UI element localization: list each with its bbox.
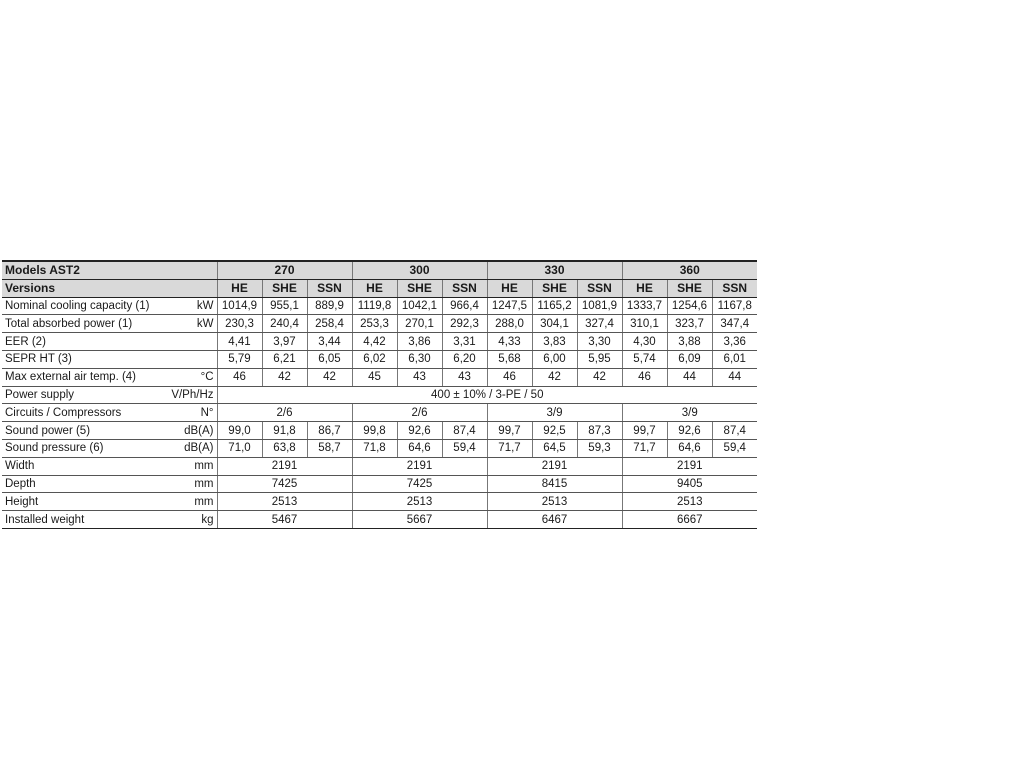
value-cell: 3,97 xyxy=(262,333,307,351)
value-cell: 1119,8 xyxy=(352,297,397,315)
group-value-cell: 2191 xyxy=(487,457,622,475)
row-label: Depth xyxy=(5,477,36,490)
row-label-cell xyxy=(2,493,217,511)
group-value-cell: 2191 xyxy=(352,457,487,475)
row-label-cell xyxy=(2,511,217,529)
group-value-cell: 2/6 xyxy=(352,404,487,422)
value-cell: 310,1 xyxy=(622,315,667,333)
model-header: 330 xyxy=(487,261,622,279)
specifications-table-body xyxy=(2,261,757,528)
value-cell: 347,4 xyxy=(712,315,757,333)
row-label-cell xyxy=(2,404,217,422)
value-cell: 59,4 xyxy=(712,439,757,457)
value-cell: 42 xyxy=(532,368,577,386)
group-value-cell: 2513 xyxy=(217,493,352,511)
value-cell: 889,9 xyxy=(307,297,352,315)
version-header: SHE xyxy=(532,279,577,297)
table-row xyxy=(2,404,757,422)
model-header: 360 xyxy=(622,261,757,279)
value-cell: 71,7 xyxy=(622,439,667,457)
value-cell: 3,36 xyxy=(712,333,757,351)
value-cell: 304,1 xyxy=(532,315,577,333)
value-cell: 92,5 xyxy=(532,422,577,440)
row-label: Height xyxy=(5,495,39,508)
version-header: SSN xyxy=(442,279,487,297)
value-cell: 45 xyxy=(352,368,397,386)
row-label: EER (2) xyxy=(5,335,46,348)
value-cell: 5,74 xyxy=(622,350,667,368)
group-value-cell: 2513 xyxy=(352,493,487,511)
model-header: 300 xyxy=(352,261,487,279)
table-row xyxy=(2,439,757,457)
group-value-cell: 2191 xyxy=(622,457,757,475)
value-cell: 1081,9 xyxy=(577,297,622,315)
value-cell: 1247,5 xyxy=(487,297,532,315)
value-cell: 46 xyxy=(487,368,532,386)
value-cell: 955,1 xyxy=(262,297,307,315)
value-cell: 288,0 xyxy=(487,315,532,333)
row-label: Total absorbed power (1) xyxy=(5,317,133,330)
value-cell: 230,3 xyxy=(217,315,262,333)
models-label: Models AST2 xyxy=(2,261,217,279)
value-cell: 43 xyxy=(442,368,487,386)
value-cell: 3,83 xyxy=(532,333,577,351)
value-cell: 99,7 xyxy=(622,422,667,440)
table-row xyxy=(2,386,757,404)
group-value-cell: 5467 xyxy=(217,511,352,529)
group-value-cell: 2513 xyxy=(487,493,622,511)
value-cell: 87,4 xyxy=(712,422,757,440)
row-unit: dB(A) xyxy=(184,442,214,455)
table-row xyxy=(2,333,757,351)
row-label-cell xyxy=(2,457,217,475)
value-cell: 5,68 xyxy=(487,350,532,368)
value-cell: 59,3 xyxy=(577,439,622,457)
table-row xyxy=(2,493,757,511)
model-header: 270 xyxy=(217,261,352,279)
value-cell: 3,44 xyxy=(307,333,352,351)
group-value-cell: 5667 xyxy=(352,511,487,529)
value-cell: 6,01 xyxy=(712,350,757,368)
version-header: HE xyxy=(487,279,532,297)
value-cell: 99,0 xyxy=(217,422,262,440)
value-cell: 4,42 xyxy=(352,333,397,351)
table-row xyxy=(2,297,757,315)
value-cell: 71,0 xyxy=(217,439,262,457)
row-label-cell xyxy=(2,333,217,351)
value-cell: 5,95 xyxy=(577,350,622,368)
value-cell: 6,21 xyxy=(262,350,307,368)
version-header: SSN xyxy=(712,279,757,297)
version-header: SSN xyxy=(307,279,352,297)
value-cell: 87,4 xyxy=(442,422,487,440)
specifications-table xyxy=(2,260,757,529)
group-value-cell: 2191 xyxy=(217,457,352,475)
row-unit: kW xyxy=(196,317,214,330)
group-value-cell: 2513 xyxy=(622,493,757,511)
value-cell: 64,5 xyxy=(532,439,577,457)
row-label-cell xyxy=(2,422,217,440)
value-cell: 240,4 xyxy=(262,315,307,333)
value-cell: 92,6 xyxy=(667,422,712,440)
value-cell: 64,6 xyxy=(397,439,442,457)
group-value-cell: 8415 xyxy=(487,475,622,493)
group-value-cell: 2/6 xyxy=(217,404,352,422)
value-cell: 91,8 xyxy=(262,422,307,440)
row-label: Sound power (5) xyxy=(5,424,91,437)
value-cell: 99,8 xyxy=(352,422,397,440)
table-row xyxy=(2,475,757,493)
value-cell: 44 xyxy=(667,368,712,386)
value-cell: 1165,2 xyxy=(532,297,577,315)
row-label: Circuits / Compressors xyxy=(5,406,122,419)
value-cell: 87,3 xyxy=(577,422,622,440)
value-cell: 1042,1 xyxy=(397,297,442,315)
row-label: Max external air temp. (4) xyxy=(5,371,137,384)
value-cell: 5,79 xyxy=(217,350,262,368)
group-value-cell: 6467 xyxy=(487,511,622,529)
row-unit: V/Ph/Hz xyxy=(171,388,214,401)
row-unit: N° xyxy=(200,406,214,419)
value-cell: 1014,9 xyxy=(217,297,262,315)
value-cell: 323,7 xyxy=(667,315,712,333)
row-label: Sound pressure (6) xyxy=(5,442,104,455)
row-unit: °C xyxy=(200,371,214,384)
group-value-cell: 9405 xyxy=(622,475,757,493)
value-cell: 92,6 xyxy=(397,422,442,440)
value-cell: 966,4 xyxy=(442,297,487,315)
value-cell: 3,88 xyxy=(667,333,712,351)
value-cell: 59,4 xyxy=(442,439,487,457)
row-label-cell xyxy=(2,475,217,493)
value-cell: 1167,8 xyxy=(712,297,757,315)
row-label: Nominal cooling capacity (1) xyxy=(5,299,150,312)
row-label: Power supply xyxy=(5,388,75,401)
value-cell: 46 xyxy=(622,368,667,386)
row-unit: dB(A) xyxy=(184,424,214,437)
value-cell: 1254,6 xyxy=(667,297,712,315)
row-unit: kg xyxy=(201,513,214,526)
value-cell: 58,7 xyxy=(307,439,352,457)
value-cell: 4,41 xyxy=(217,333,262,351)
value-cell: 86,7 xyxy=(307,422,352,440)
table-row xyxy=(2,422,757,440)
row-unit: mm xyxy=(194,477,214,490)
value-cell: 6,05 xyxy=(307,350,352,368)
row-label: SEPR HT (3) xyxy=(5,353,72,366)
value-cell: 6,02 xyxy=(352,350,397,368)
version-header: HE xyxy=(352,279,397,297)
row-unit: kW xyxy=(196,299,214,312)
version-header: SSN xyxy=(577,279,622,297)
version-header: SHE xyxy=(262,279,307,297)
row-label: Installed weight xyxy=(5,513,85,526)
version-header: HE xyxy=(622,279,667,297)
table-row xyxy=(2,315,757,333)
value-cell: 292,3 xyxy=(442,315,487,333)
value-cell: 44 xyxy=(712,368,757,386)
group-value-cell: 3/9 xyxy=(487,404,622,422)
value-cell: 258,4 xyxy=(307,315,352,333)
value-cell: 6,09 xyxy=(667,350,712,368)
value-cell: 99,7 xyxy=(487,422,532,440)
full-width-value-cell: 400 ± 10% / 3-PE / 50 xyxy=(217,386,757,404)
value-cell: 4,33 xyxy=(487,333,532,351)
value-cell: 64,6 xyxy=(667,439,712,457)
group-value-cell: 7425 xyxy=(217,475,352,493)
row-unit: mm xyxy=(194,495,214,508)
version-header: HE xyxy=(217,279,262,297)
value-cell: 46 xyxy=(217,368,262,386)
value-cell: 63,8 xyxy=(262,439,307,457)
models-header-row xyxy=(2,261,757,279)
value-cell: 3,31 xyxy=(442,333,487,351)
row-label-cell xyxy=(2,315,217,333)
row-label-cell xyxy=(2,297,217,315)
row-label-cell xyxy=(2,439,217,457)
value-cell: 6,30 xyxy=(397,350,442,368)
value-cell: 42 xyxy=(577,368,622,386)
value-cell: 253,3 xyxy=(352,315,397,333)
value-cell: 3,30 xyxy=(577,333,622,351)
version-header: SHE xyxy=(667,279,712,297)
row-label-cell xyxy=(2,368,217,386)
table-row xyxy=(2,511,757,529)
value-cell: 43 xyxy=(397,368,442,386)
value-cell: 4,30 xyxy=(622,333,667,351)
table-row xyxy=(2,368,757,386)
value-cell: 42 xyxy=(307,368,352,386)
table-row xyxy=(2,457,757,475)
row-label-cell xyxy=(2,350,217,368)
value-cell: 71,7 xyxy=(487,439,532,457)
version-header: SHE xyxy=(397,279,442,297)
value-cell: 71,8 xyxy=(352,439,397,457)
table-row xyxy=(2,350,757,368)
value-cell: 6,20 xyxy=(442,350,487,368)
row-unit: mm xyxy=(194,460,214,473)
versions-header-row xyxy=(2,279,757,297)
row-label: Width xyxy=(5,460,35,473)
row-label-cell xyxy=(2,386,217,404)
value-cell: 3,86 xyxy=(397,333,442,351)
value-cell: 42 xyxy=(262,368,307,386)
versions-label: Versions xyxy=(2,279,217,297)
value-cell: 6,00 xyxy=(532,350,577,368)
group-value-cell: 3/9 xyxy=(622,404,757,422)
value-cell: 1333,7 xyxy=(622,297,667,315)
value-cell: 327,4 xyxy=(577,315,622,333)
value-cell: 270,1 xyxy=(397,315,442,333)
group-value-cell: 7425 xyxy=(352,475,487,493)
group-value-cell: 6667 xyxy=(622,511,757,529)
